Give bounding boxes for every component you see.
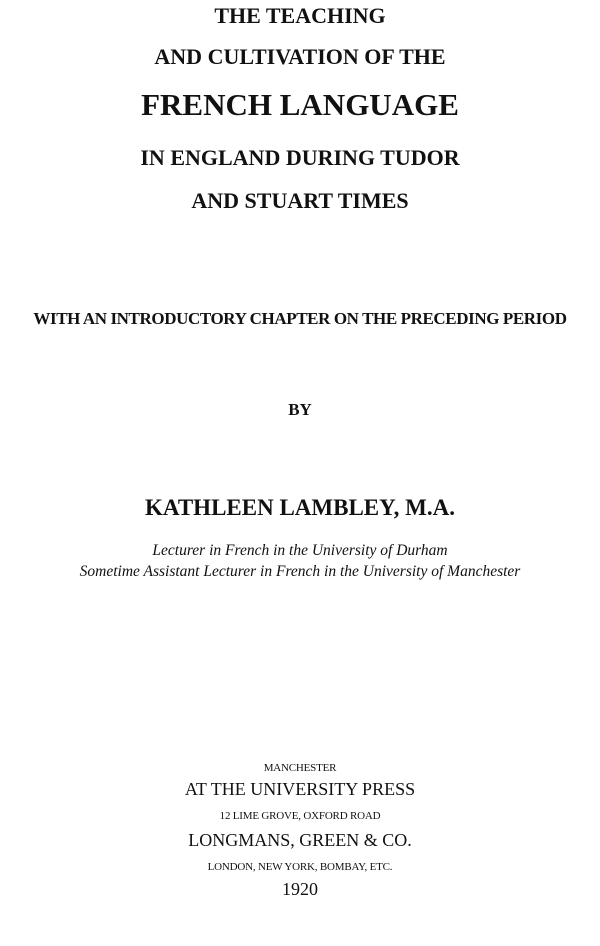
publisher-address: 12 LIME GROVE, OXFORD ROAD	[219, 810, 381, 822]
title-line-3: FRENCH LANGUAGE	[141, 87, 459, 122]
author-name: KATHLEEN LAMBLEY, M.A.	[145, 495, 455, 520]
publisher-city: MANCHESTER	[263, 762, 337, 774]
by-line: BY	[288, 400, 312, 419]
title-line-5: AND STUART TIMES	[191, 188, 409, 213]
title-line-1: THE TEACHING	[214, 3, 386, 28]
author-affiliation-2: Sometime Assistant Lecturer in French in the University of Manchester	[79, 563, 521, 580]
publisher-press: AT THE UNIVERSITY PRESS	[184, 779, 416, 799]
subtitle: WITH AN INTRODUCTORY CHAPTER ON THE PRECEDING PERIOD	[33, 309, 567, 328]
author-affiliation-1: Lecturer in French in the University of Durham	[152, 542, 448, 559]
publisher-name: LONGMANS, GREEN & CO.	[188, 830, 412, 850]
title-line-2: AND CULTIVATION OF THE	[154, 44, 446, 69]
title-line-4: IN ENGLAND DURING TUDOR	[140, 145, 460, 170]
publication-year: 1920	[282, 879, 318, 899]
publisher-cities: LONDON, NEW YORK, BOMBAY, ETC.	[207, 861, 393, 873]
